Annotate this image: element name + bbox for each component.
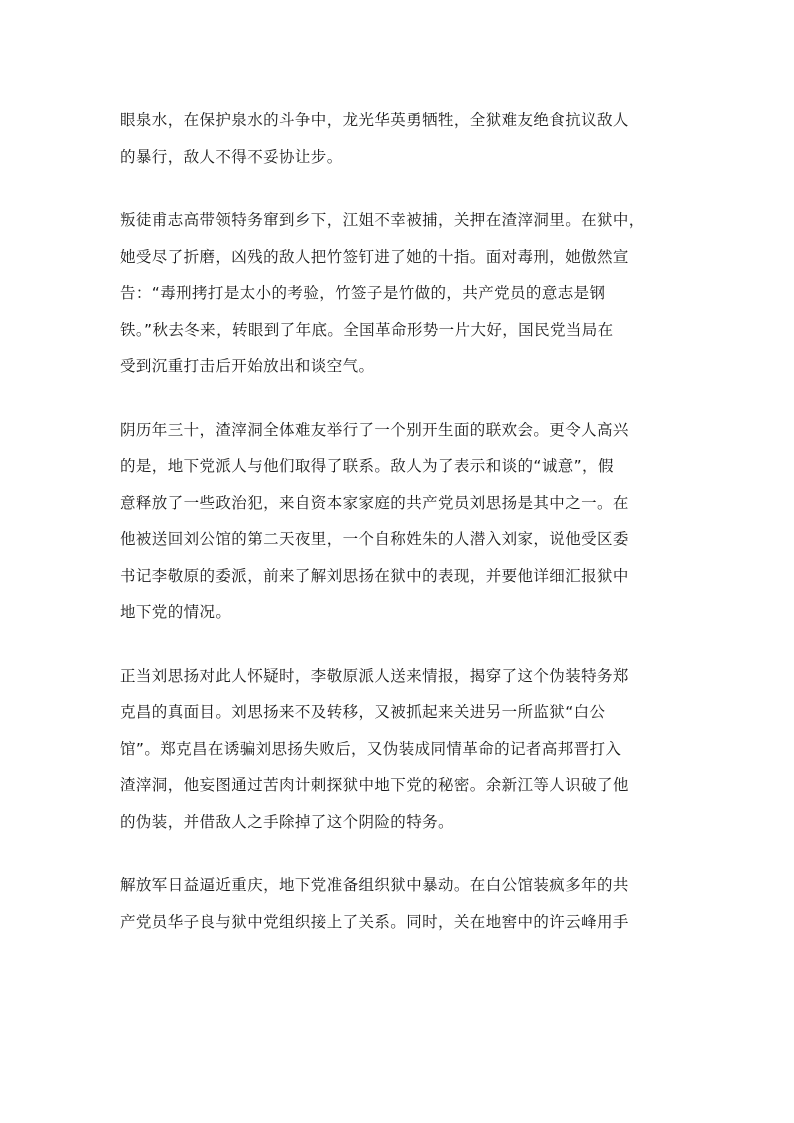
paragraph: 阴历年三十，渣滓洞全体难友举行了一个别开生面的联欢会。更令人高兴 的是，地下党派人与他们取得了联系。敌人为了表示和谈的“诚意”，假 意释放了一些政治犯，来自资本家家庭的共产党员刘思扬是其中之一。在 他被送回刘公馆的第二天夜里，一个自称姓朱的人潜入刘家，说他受区委 书记李敬原的委派，前来了解刘思扬在狱中的表现，并要他详细汇报狱中 地下党的情况。 (120, 420, 629, 621)
paragraph: 解放军日益逼近重庆，地下党准备组织狱中暴动。在白公馆装疯多年的共 产党员华子良与狱中党组织接上了关系。同时，关在地窖中的许云峰用手 (120, 876, 629, 931)
paragraph: 叛徒甫志高带领特务窜到乡下，江姐不幸被捕，关押在渣滓洞里。在狱中， 她受尽了折磨，凶残的敌人把竹签钉进了她的十指。面对毒刑，她傲然宣 告：“毒刑拷打是太小的考验，竹签子是竹做的，共产党员的意志是钢 铁。”秋去冬来，转眼到了年底。全国革命形势一片大好，国民党当局在 受到沉重打击后开始放出和谈空气。 (120, 211, 645, 375)
paragraph: 眼泉水，在保护泉水的斗争中，龙光华英勇牺牲，全狱难友绝食抗议敌人 的暴行，敌人不得不妥协让步。 (120, 111, 629, 166)
paragraph: 正当刘思扬对此人怀疑时，李敬原派人送来情报，揭穿了这个伪装特务郑 克昌的真面目。刘思扬来不及转移，又被抓起来关进另一所监狱“白公 馆”。郑克昌在诱骗刘思扬失败后，又伪装成同情革命的记者高邦晋打入 渣滓洞，他妄图通过苦肉计刺探狱中地下党的秘密。余新江等人识破了他 的伪装，并借敌人之手除掉了这个阴险的特务。 (120, 666, 629, 831)
document-body (120, 102, 676, 940)
